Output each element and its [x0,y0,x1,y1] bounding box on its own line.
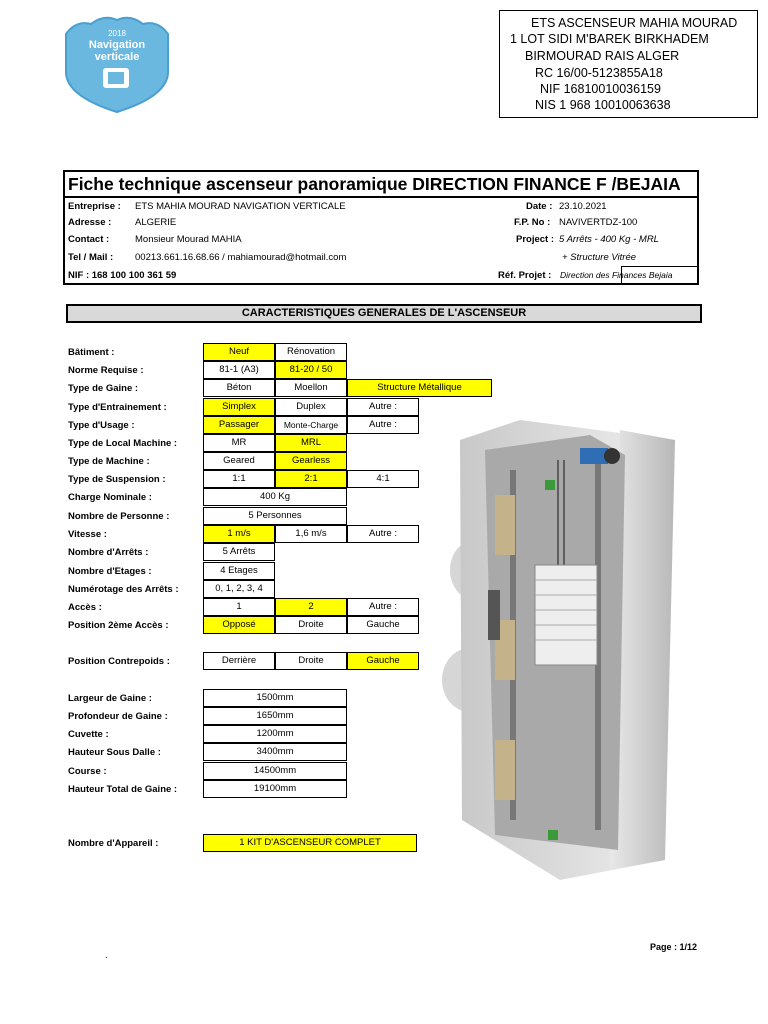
profondeur-value: 1650mm [203,707,347,725]
etages-label: Nombre d'Etages : [68,566,152,577]
adresse-label: Adresse : [68,217,112,228]
ref-value: Direction des Finances Bejaia [560,270,673,280]
fp-value: NAVIVERTDZ-100 [559,217,638,228]
suspension-2-1: 2:1 [275,470,347,488]
course-value: 14500mm [203,762,347,780]
date-value: 23.10.2021 [559,201,607,212]
acces-2: 2 [275,598,347,616]
company-city: BIRMOURAD RAIS ALGER [525,49,680,63]
norme-81-1: 81-1 (A3) [203,361,275,379]
largeur-value: 1500mm [203,689,347,707]
entrainement-label: Type d'Entrainement : [68,402,167,413]
norme-81-20: 81-20 / 50 [275,361,347,379]
local-machine-label: Type de Local Machine : [68,438,178,449]
section-header: CARACTERISTIQUES GENERALES DE L'ASCENSEUR [66,304,702,323]
vitesse-label: Vitesse : [68,529,107,540]
usage-monte-charge: Monte-Charge [275,416,347,434]
machine-label: Type de Machine : [68,456,150,467]
company-nif: NIF 16810010036159 [540,82,661,96]
contrepoids-gauche: Gauche [347,652,419,670]
tel-value: 00213.661.16.68.66 / mahiamourad@hotmail.com [135,252,347,263]
logo-line1: Navigation [88,39,146,51]
fp-label: F.P. No : [514,217,551,228]
contrepoids-derriere: Derrière [203,652,275,670]
vitesse-autre: Autre : [347,525,419,543]
personnes-value: 5 Personnes [203,507,347,525]
personnes-label: Nombre de Personne : [68,511,170,522]
gaine-label: Type de Gaine : [68,383,139,394]
hauteur-dalle-label: Hauteur Sous Dalle : [68,747,161,758]
position2-droite: Droite [275,616,347,634]
appareil-label: Nombre d'Appareil : [68,838,159,849]
suspension-1-1: 1:1 [203,470,275,488]
suspension-4-1: 4:1 [347,470,419,488]
entrainement-duplex: Duplex [275,398,347,416]
acces-autre: Autre : [347,598,419,616]
nif-value: NIF : 168 100 100 361 59 [68,270,177,281]
course-label: Course : [68,766,107,777]
page-number: Page : 1/12 [650,942,698,952]
largeur-label: Largeur de Gaine : [68,693,152,704]
company-nis: NIS 1 968 10010063638 [535,98,671,112]
cuvette-value: 1200mm [203,725,347,743]
batiment-neuf: Neuf [203,343,275,361]
footer-dot: . [105,950,108,960]
company-address-box [499,10,758,118]
gaine-moellon: Moellon [275,379,347,397]
hauteur-total-label: Hauteur Total de Gaine : [68,784,178,795]
vitesse-1ms: 1 m/s [203,525,275,543]
acces-label: Accès : [68,602,102,613]
cuvette-label: Cuvette : [68,729,109,740]
project-label: Project : [516,234,555,245]
etages-value: 4 Etages [203,562,275,580]
gaine-beton: Béton [203,379,275,397]
company-rc: RC 16/00-5123855A18 [535,66,663,80]
position2-oppose: Opposé [203,616,275,634]
gaine-structure-metallique: Structure Métallique [347,379,492,397]
contrepoids-droite: Droite [275,652,347,670]
entreprise-label: Entreprise : [68,201,121,212]
page-title: Fiche technique ascenseur panoramique DIRECTION FINANCE F /BEJAIA [68,174,681,194]
local-mrl: MRL [275,434,347,452]
machine-gearless: Gearless [275,452,347,470]
adresse-value: ALGERIE [135,217,177,228]
ref-label: Réf. Projet : [498,270,552,281]
logo-line2: verticale [94,51,140,63]
numerotage-value: 0, 1, 2, 3, 4 [203,580,275,598]
numerotage-label: Numérotage des Arrêts : [68,584,179,595]
company-street: 1 LOT SIDI M'BAREK BIRKHADEM [510,32,709,46]
profondeur-label: Profondeur de Gaine : [68,711,168,722]
appareil-value: 1 KIT D'ASCENSEUR COMPLET [203,834,417,852]
company-name: ETS ASCENSEUR MAHIA MOURAD [531,16,738,30]
usage-autre: Autre : [347,416,419,434]
arrets-value: 5 Arrêts [203,543,275,561]
norme-label: Norme Requise : [68,365,144,376]
project-value: 5 Arrêts - 400 Kg - MRL [559,234,659,245]
suspension-label: Type de Suspension : [68,474,166,485]
contrepoids-label: Position Contrepoids : [68,656,170,667]
vitesse-16ms: 1,6 m/s [275,525,347,543]
acces-1: 1 [203,598,275,616]
usage-passager: Passager [203,416,275,434]
batiment-renovation: Rénovation [275,343,347,361]
batiment-label: Bâtiment : [68,347,115,358]
contact-label: Contact : [68,234,110,245]
local-mr: MR [203,434,275,452]
hauteur-dalle-value: 3400mm [203,743,347,761]
contact-value: Monsieur Mourad MAHIA [135,234,242,245]
elevator-shaft-illustration [440,420,690,880]
entreprise-value: ETS MAHIA MOURAD NAVIGATION VERTICALE [135,201,346,212]
date-label: Date : [526,201,553,212]
position2-gauche: Gauche [347,616,419,634]
entrainement-simplex: Simplex [203,398,275,416]
position2-label: Position 2ème Accès : [68,620,169,631]
entrainement-autre: Autre : [347,398,419,416]
charge-value: 400 Kg [203,488,347,506]
usage-label: Type d'Usage : [68,420,135,431]
tel-label: Tel / Mail : [68,252,114,263]
logo-year: 2018 [108,29,126,38]
project-structure: + Structure Vitrée [562,252,637,263]
navigation-verticale-logo [56,14,178,114]
hauteur-total-value: 19100mm [203,780,347,798]
charge-label: Charge Nominale : [68,492,152,503]
arrets-label: Nombre d'Arrêts : [68,547,149,558]
machine-geared: Geared [203,452,275,470]
